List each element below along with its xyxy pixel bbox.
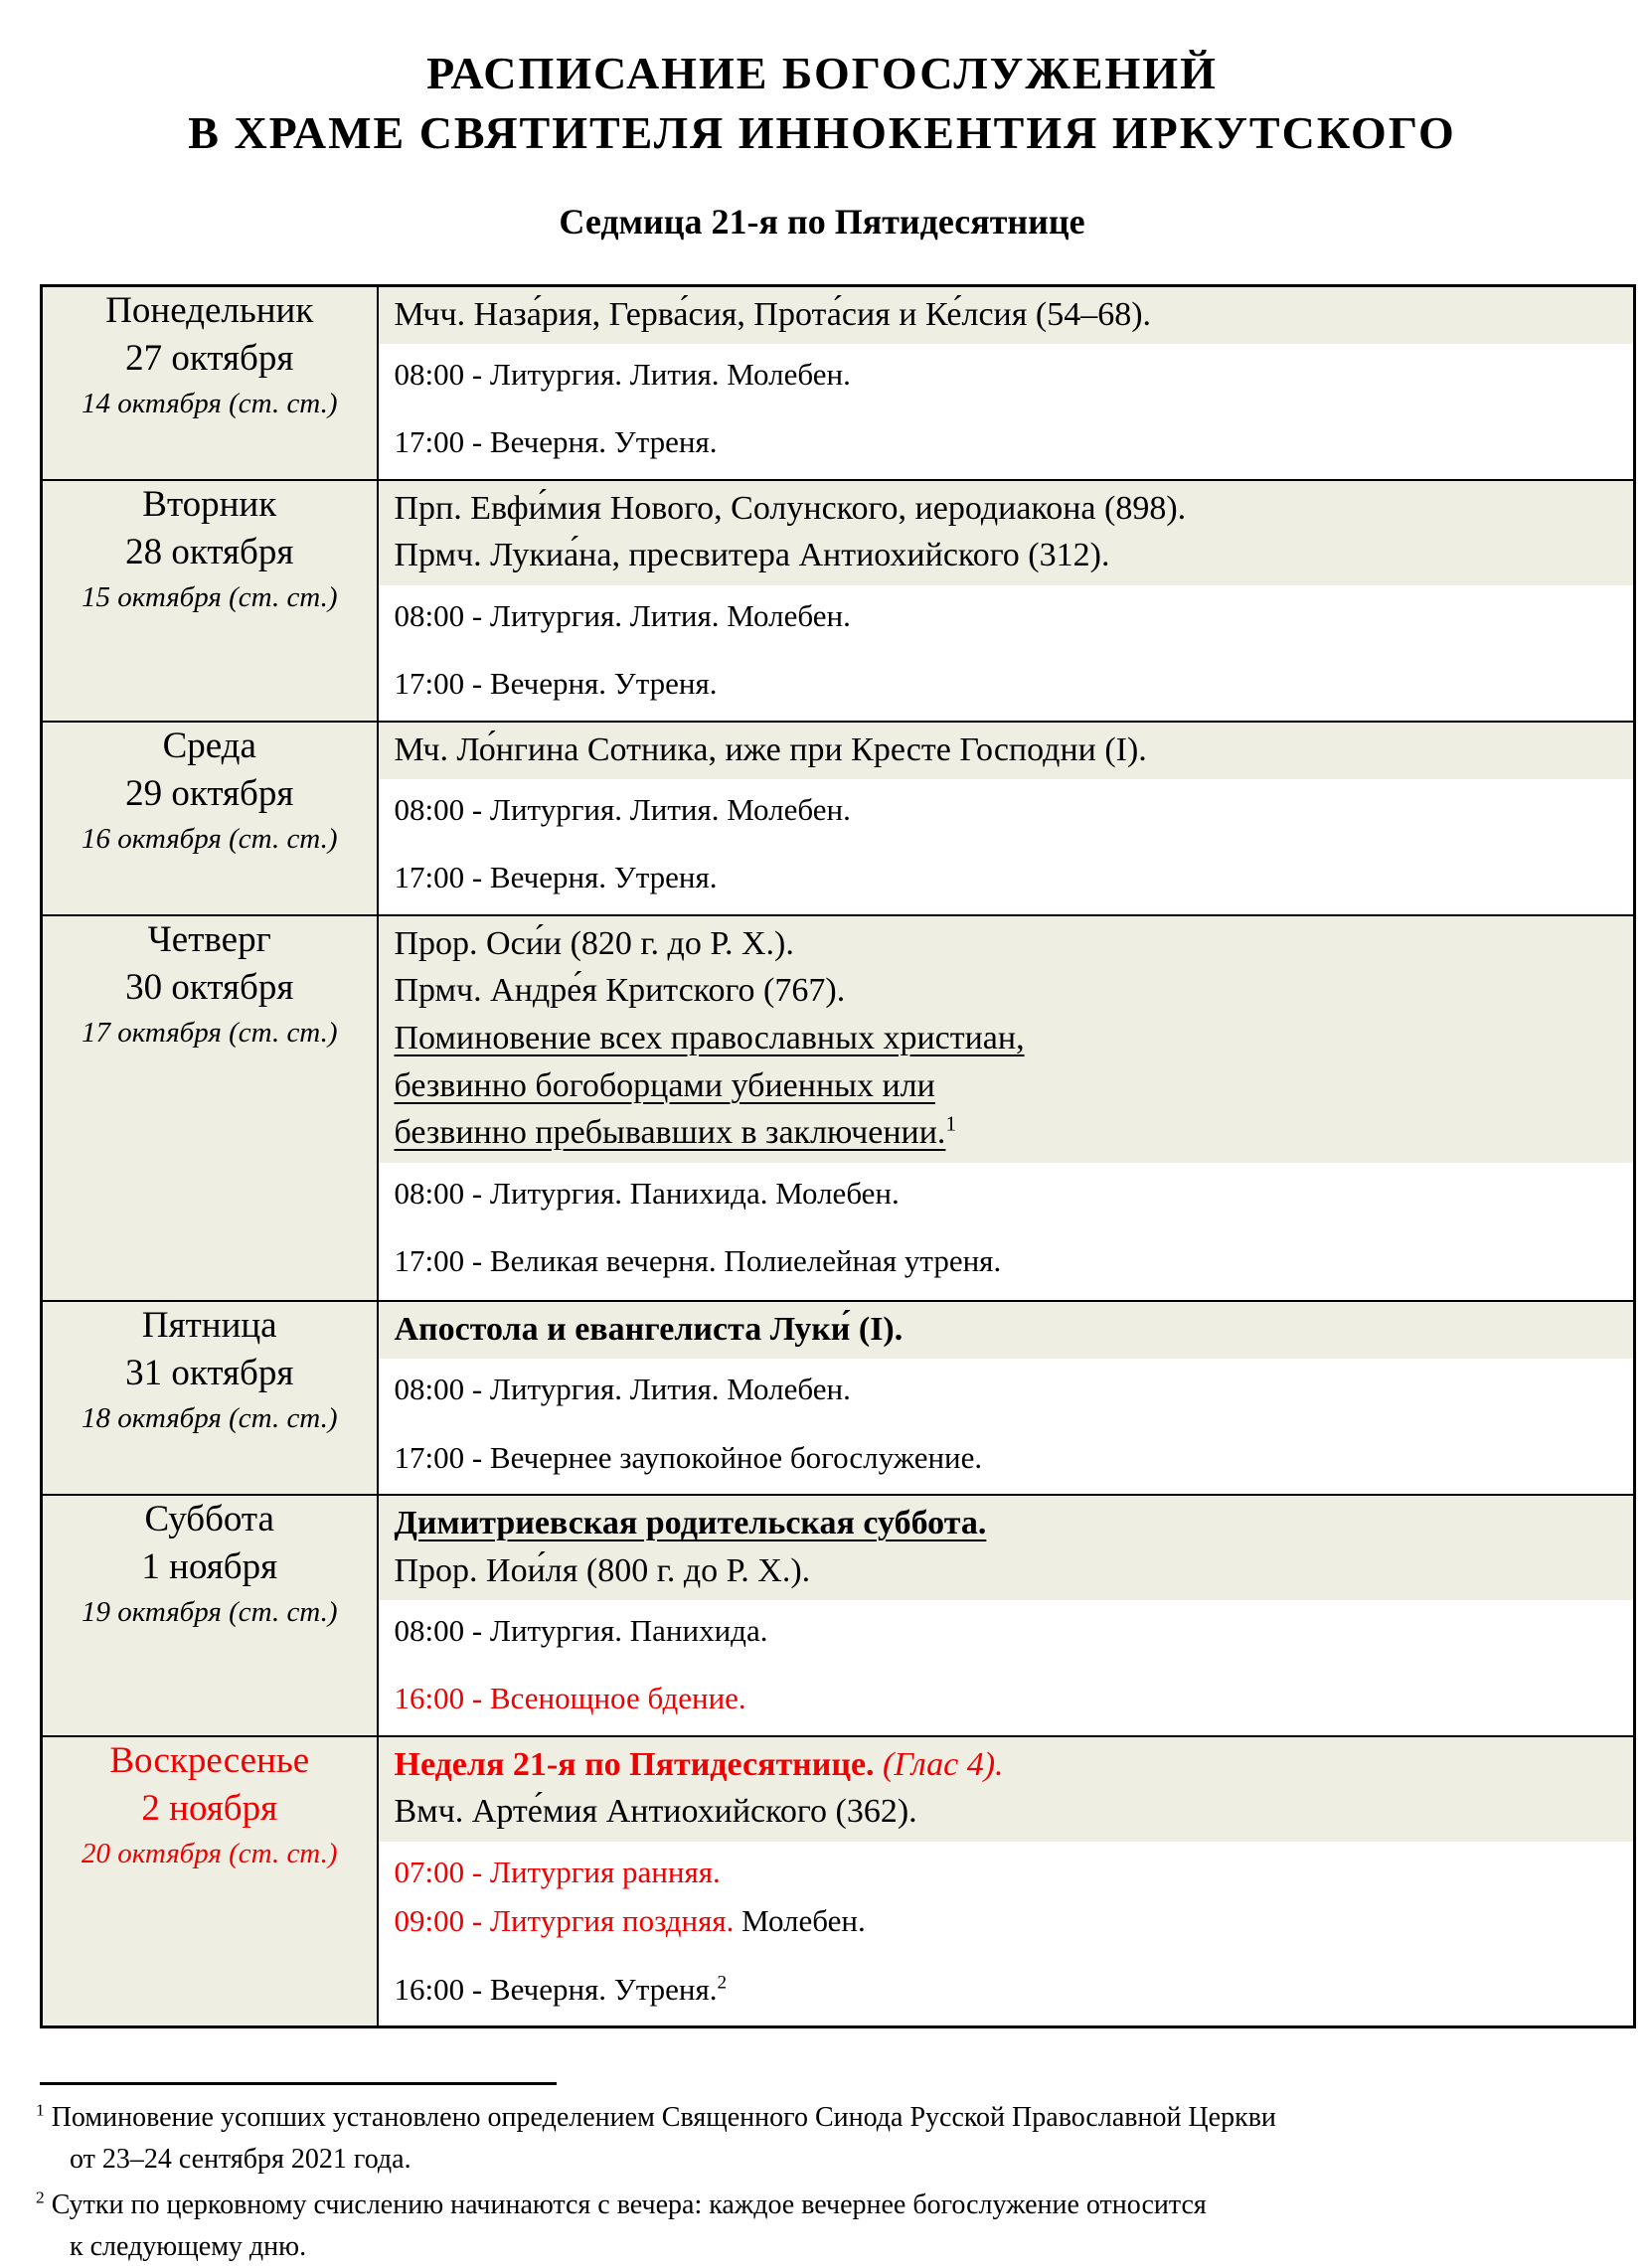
day-name: Среда	[162, 725, 256, 766]
day-cell	[42, 1495, 378, 1736]
text-segment: (Глас 4).	[874, 1745, 1004, 1783]
civil-date: 1 ноября	[141, 1546, 278, 1588]
service-line	[395, 858, 1618, 897]
text-segment: 08:00 - Литургия. Панихида. Молебен.	[394, 1175, 900, 1211]
service-line	[395, 1241, 1618, 1281]
commemorations-block	[379, 481, 1634, 585]
footnote-line: от 23–24 сентября 2021 года.	[70, 2143, 411, 2175]
service-line	[395, 355, 1618, 395]
day-content-cell	[378, 1736, 1635, 2027]
footnote-ref: 1	[945, 1111, 956, 1136]
text-segment: 17:00 - Вечерня. Утреня.	[394, 860, 718, 895]
civil-date: 27 октября	[125, 337, 294, 379]
schedule-row	[42, 915, 1635, 1301]
day-cell	[42, 1301, 378, 1495]
service-line	[395, 1174, 1618, 1214]
day-content-cell	[378, 285, 1635, 480]
text-segment: безвинно пребывавших в заключении.	[394, 1114, 946, 1152]
day-content-cell	[378, 722, 1635, 915]
day-name: Пятница	[141, 1304, 277, 1346]
commemorations-block	[379, 1496, 1634, 1600]
service-line	[395, 1853, 1618, 1892]
day-name: Понедельник	[105, 289, 314, 331]
commemorations-block	[379, 1302, 1634, 1360]
old-style-date: 17 октября (ст. ст.)	[81, 1016, 338, 1049]
service-line	[395, 596, 1618, 636]
commemorations-block	[379, 1737, 1634, 1842]
text-segment: Прор. Иои́ля (800 г. до Р. Х.).	[394, 1551, 811, 1589]
text-segment: Вмч. Арте́мия Антиохийского (362).	[394, 1793, 917, 1831]
schedule-table	[40, 284, 1636, 2028]
day-content-cell	[378, 915, 1635, 1301]
text-segment: 17:00 - Великая вечерня. Полиелейная утреня.	[394, 1243, 1002, 1279]
text-segment: 08:00 - Литургия. Лития. Молебен.	[394, 1372, 851, 1407]
old-style-date: 19 октября (ст. ст.)	[81, 1596, 338, 1629]
commemoration-line	[395, 1788, 1618, 1836]
commemoration-line	[395, 967, 1618, 1015]
service-line	[395, 1438, 1618, 1478]
services-block	[379, 1163, 1634, 1298]
text-segment: Прмч. Андре́я Критского (767).	[394, 972, 846, 1010]
schedule-row	[42, 1301, 1635, 1495]
day-content-cell	[378, 480, 1635, 722]
title-line-1: РАСПИСАНИЕ БОГОСЛУЖЕНИЙ	[426, 48, 1218, 98]
commemoration-line	[395, 920, 1618, 968]
footnote-line: Поминовение усопших установлено определением Священного Синода Русской Православной Церкви	[44, 2101, 1276, 2133]
civil-date: 29 октября	[125, 772, 294, 814]
text-segment: 17:00 - Вечернее заупокойное богослужение.	[394, 1439, 983, 1475]
text-segment: Мчч. Наза́рия, Герва́сия, Прота́сия и Ке́лсия (54–68).	[394, 295, 1152, 333]
text-segment: Прмч. Лукиа́на, пресвитера Антиохийского (312).	[394, 537, 1110, 574]
commemoration-line	[395, 1062, 1618, 1110]
text-segment: 08:00 - Литургия. Лития. Молебен.	[394, 597, 851, 633]
services-block	[379, 585, 1634, 721]
day-name: Суббота	[144, 1498, 274, 1539]
text-segment: Мч. Ло́нгина Сотника, иже при Кресте Господни (I).	[394, 730, 1147, 768]
day-name: Вторник	[142, 483, 277, 525]
schedule-row	[42, 480, 1635, 722]
commemoration-line	[395, 1109, 1618, 1157]
footnote	[36, 2185, 1584, 2268]
text-segment: 09:00 - Литургия поздняя.	[394, 1903, 735, 1939]
service-line	[395, 1901, 1618, 1941]
footnote-line: Сутки по церковному счислению начинаются с вечера: каждое вечернее богослужение относится	[44, 2188, 1207, 2220]
schedule-row	[42, 1495, 1635, 1736]
services-block	[379, 779, 1634, 914]
text-segment: 08:00 - Литургия. Панихида.	[394, 1613, 768, 1649]
text-segment: Молебен.	[734, 1903, 866, 1939]
day-cell	[42, 1736, 378, 2027]
old-style-date: 15 октября (ст. ст.)	[81, 580, 338, 613]
civil-date: 2 ноября	[141, 1787, 278, 1829]
commemoration-line	[395, 1500, 1618, 1547]
text-segment: Прор. Оси́и (820 г. до Р. Х.).	[394, 924, 794, 962]
day-content-cell	[378, 1495, 1635, 1736]
commemorations-block	[379, 287, 1634, 345]
text-segment: Неделя 21-я по Пятидесятнице.	[394, 1745, 875, 1783]
schedule-row	[42, 722, 1635, 915]
commemoration-line	[395, 1547, 1618, 1595]
schedule-row	[42, 285, 1635, 480]
day-content-cell	[378, 1301, 1635, 1495]
service-line	[395, 1370, 1618, 1409]
text-segment: Прп. Евфи́мия Нового, Солунского, иеродиакона (898).	[394, 489, 1187, 527]
day-name: Воскресенье	[109, 1739, 310, 1781]
service-line	[395, 422, 1618, 462]
old-style-date: 16 октября (ст. ст.)	[81, 822, 338, 855]
service-line	[395, 790, 1618, 830]
day-cell	[42, 285, 378, 480]
footnote-ref: 2	[717, 1972, 728, 1994]
commemoration-line	[395, 485, 1618, 533]
commemoration-line	[395, 532, 1618, 579]
title-line-2: В ХРАМЕ СВЯТИТЕЛЯ ИННОКЕНТИЯ ИРКУТСКОГО	[188, 106, 1456, 158]
week-subtitle: Седмица 21-я по Пятидесятнице	[559, 201, 1085, 242]
civil-date: 31 октября	[125, 1352, 294, 1393]
services-block	[379, 1600, 1634, 1735]
service-line	[395, 1970, 1618, 2010]
page-title	[0, 0, 1644, 163]
day-cell	[42, 915, 378, 1301]
service-line	[395, 664, 1618, 704]
footnote-marker: 1	[36, 2100, 45, 2120]
text-segment: Поминовение всех православных христиан,	[394, 1019, 1025, 1056]
text-segment: Димитриевская родительская суббота.	[394, 1504, 987, 1541]
day-cell	[42, 722, 378, 915]
text-segment: 17:00 - Вечерня. Утреня.	[394, 666, 718, 702]
old-style-date: 18 октября (ст. ст.)	[81, 1401, 338, 1434]
services-block	[379, 344, 1634, 479]
text-segment: безвинно богоборцами убиенных или	[394, 1066, 935, 1104]
civil-date: 30 октября	[125, 966, 294, 1008]
civil-date: 28 октября	[125, 531, 294, 572]
footnote-separator	[40, 2082, 557, 2085]
footnotes-section	[36, 2097, 1584, 2268]
text-segment: Апостола и евангелиста Луки́ (I).	[394, 1310, 904, 1348]
text-segment: 08:00 - Литургия. Лития. Молебен.	[394, 357, 851, 393]
day-name: Четверг	[147, 918, 271, 960]
text-segment: 16:00 - Всенощное бдение.	[394, 1681, 746, 1716]
services-block	[379, 1842, 1634, 2025]
footnote	[36, 2097, 1584, 2181]
commemoration-line	[395, 1306, 1618, 1354]
footnote-marker: 2	[36, 2187, 45, 2207]
service-line	[395, 1679, 1618, 1718]
commemorations-block	[379, 723, 1634, 780]
commemoration-line	[395, 291, 1618, 339]
day-cell	[42, 480, 378, 722]
old-style-date: 20 октября (ст. ст.)	[81, 1837, 338, 1869]
commemoration-line	[395, 1015, 1618, 1062]
commemoration-line	[395, 1741, 1618, 1789]
commemoration-line	[395, 727, 1618, 774]
commemorations-block	[379, 916, 1634, 1163]
text-segment: 07:00 - Литургия ранняя.	[394, 1854, 721, 1889]
text-segment: 08:00 - Литургия. Лития. Молебен.	[394, 792, 851, 828]
text-segment: 16:00 - Вечерня. Утреня.	[394, 1971, 718, 2007]
services-block	[379, 1359, 1634, 1494]
schedule-row	[42, 1736, 1635, 2027]
text-segment: 17:00 - Вечерня. Утреня.	[394, 424, 718, 460]
old-style-date: 14 октября (ст. ст.)	[81, 387, 338, 419]
footnote-line: к следующему дню.	[70, 2230, 307, 2262]
service-line	[395, 1611, 1618, 1651]
